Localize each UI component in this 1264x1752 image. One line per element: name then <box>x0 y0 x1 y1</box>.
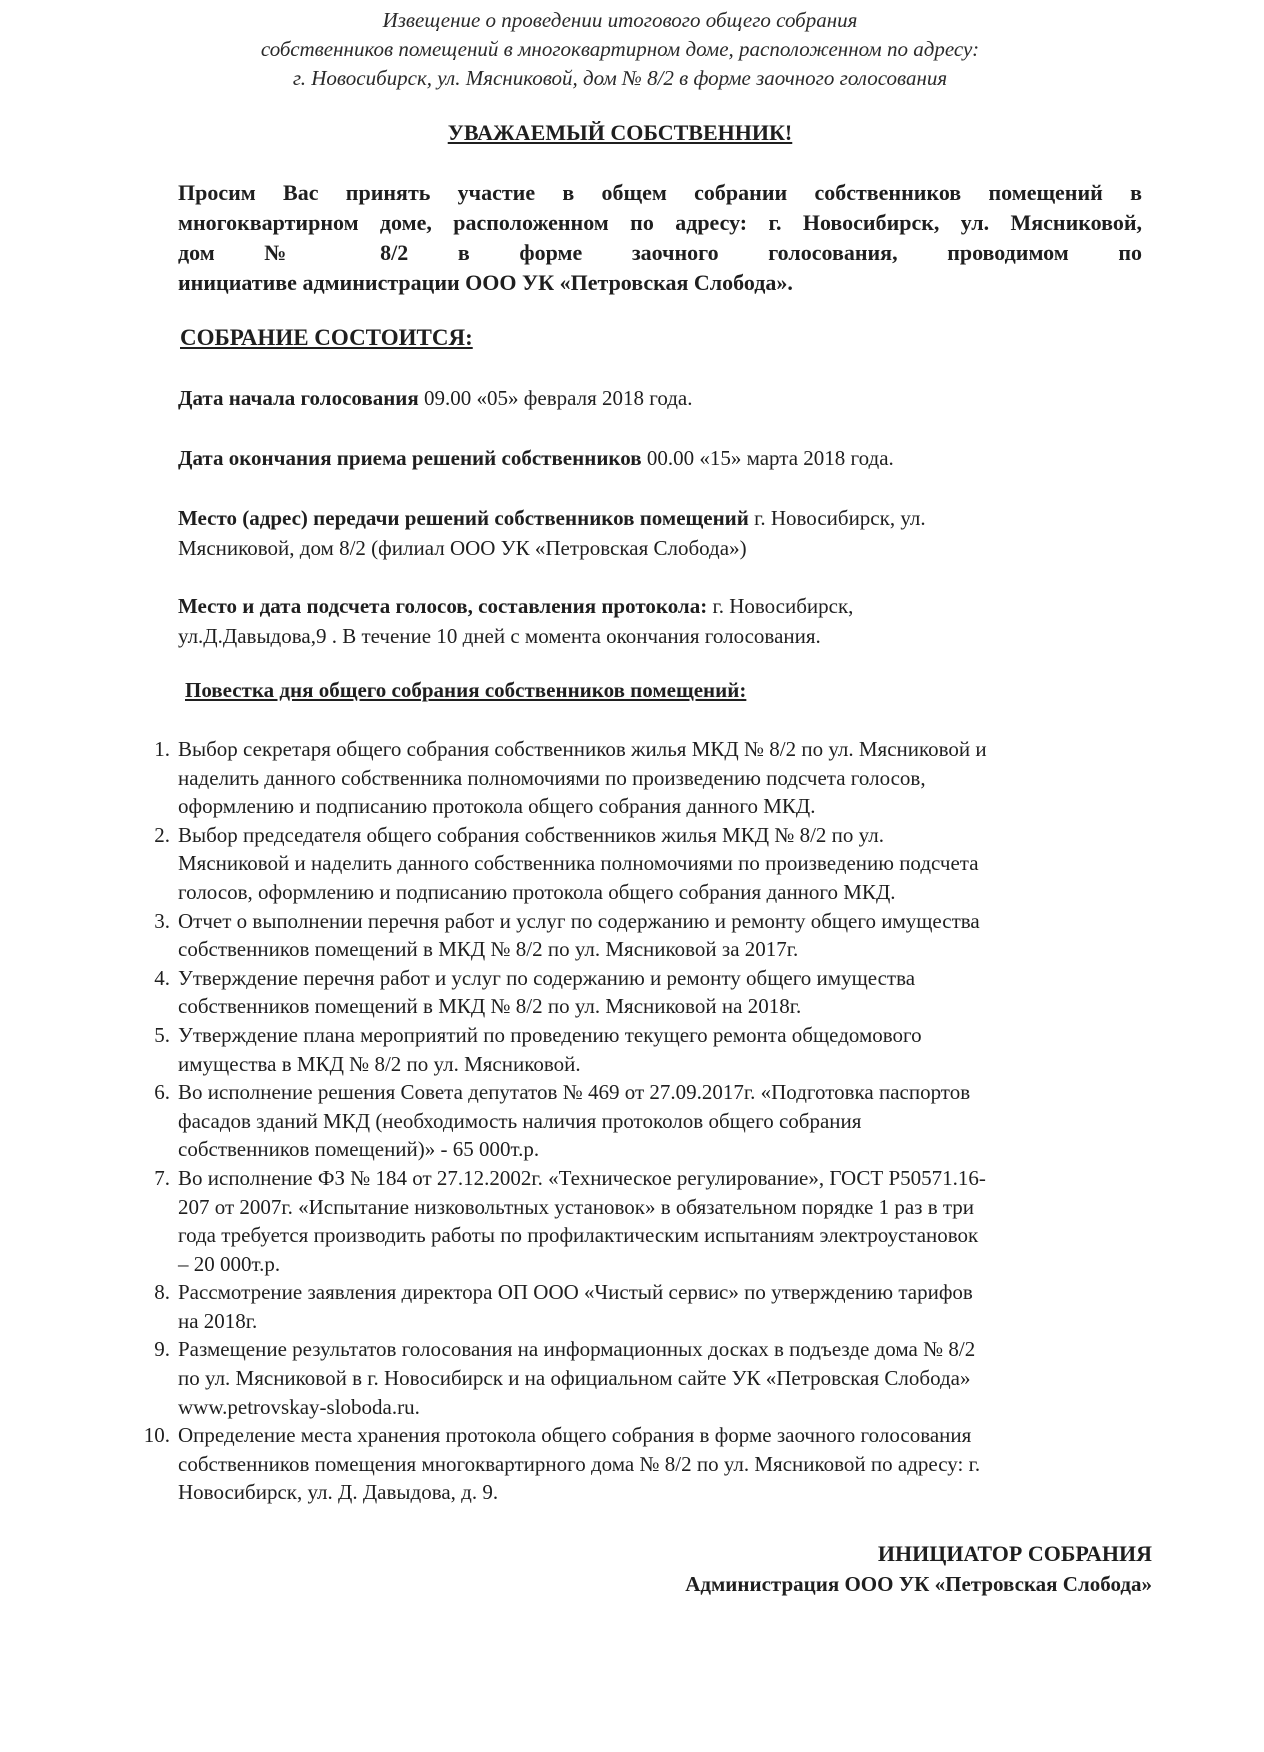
decision-place-value-cont: Мясниковой, дом 8/2 (филиал ООО УК «Петровская Слобода») <box>178 536 747 560</box>
signature-block <box>685 1538 1152 1600</box>
agenda-item-line: Утверждение перечня работ и услуг по содержанию и ремонту общего имущества <box>178 965 916 990</box>
agenda-item-number: 1. <box>154 737 170 761</box>
agenda-item <box>154 1335 1138 1421</box>
agenda-item-line: фасадов зданий МКД (необходимость наличия протоколов общего собрания <box>178 1108 862 1133</box>
agenda-item-line: Во исполнение решения Совета депутатов № 469 от 27.09.2017г. «Подготовка паспортов <box>178 1080 971 1105</box>
agenda-item-number: 3. <box>154 908 170 933</box>
agenda-item-line: Новосибирск, ул. Д. Давыдова, д. 9. <box>178 1480 499 1505</box>
agenda-heading: Повестка дня общего собрания собственников помещений: <box>185 678 747 702</box>
agenda-item-line: Утверждение плана мероприятий по проведению текущего ремонта общедомового <box>178 1022 922 1047</box>
agenda-item <box>154 1078 1138 1164</box>
vote-count-value-cont: ул.Д.Давыдова,9 . В течение 10 дней с момента окончания голосования. <box>178 624 821 648</box>
voting-start-label: Дата начала голосования <box>178 386 419 410</box>
agenda-item-line: наделить данного собственника полномочиями по произведению подсчета голосов, <box>178 765 926 790</box>
agenda-item-line: имущества в МКД № 8/2 по ул. Мясниковой. <box>178 1051 581 1076</box>
decision-place <box>178 503 1138 563</box>
agenda-item-number: 6. <box>154 1080 170 1105</box>
agenda-item-number: 5. <box>154 1022 170 1047</box>
agenda-item-line: собственников помещений в МКД № 8/2 по ул. Мясниковой за 2017г. <box>178 937 799 962</box>
initiator-title: ИНИЦИАТОР СОБРАНИЯ <box>877 1541 1152 1566</box>
initiator-name: Администрация ООО УК «Петровская Слобода» <box>685 1572 1152 1596</box>
agenda-item-number: 4. <box>154 965 170 990</box>
agenda-item <box>154 821 1138 907</box>
agenda-item-line: Во исполнение ФЗ № 184 от 27.12.2002г. «Техническое регулирование», ГОСТ Р50571.16- <box>178 1165 986 1190</box>
agenda-item-line: голосов, оформлению и подписанию протокола общего собрания данного МКД. <box>178 879 896 904</box>
agenda-item-line: Рассмотрение заявления директора ОП ООО «Чистый сервис» по утверждению тарифов <box>178 1280 973 1305</box>
header-line: Извещение о проведении итогового общего собрания <box>382 8 858 32</box>
agenda-item-number: 7. <box>154 1165 170 1190</box>
greeting: УВАЖАЕМЫЙ СОБСТВЕННИК! <box>447 120 793 145</box>
agenda-item-line: Размещение результатов голосования на информационных досках в подъезде дома № 8/2 <box>178 1337 976 1362</box>
intro-paragraph <box>178 178 1142 298</box>
intro-line: инициативе администрации ООО УК «Петровская Слобода». <box>178 270 793 295</box>
voting-end <box>178 443 1138 473</box>
voting-end-value: 00.00 «15» марта 2018 года. <box>641 446 894 470</box>
agenda-item-line: года требуется производить работы по профилактическим испытаниям электроустановок <box>178 1223 979 1248</box>
intro-line: дом № 8/2 в форме заочного голосования, проводимом по <box>178 240 1142 265</box>
agenda-item-line: оформлению и подписанию протокола общего собрания данного МКД. <box>178 794 816 819</box>
agenda-item-line: Выбор секретаря общего собрания собственников жилья МКД № 8/2 по ул. Мясниковой и <box>178 737 987 761</box>
agenda-item-line: собственников помещения многоквартирного дома № 8/2 по ул. Мясниковой по адресу: г. <box>178 1451 981 1476</box>
agenda-item-line: собственников помещений)» - 65 000т.р. <box>178 1137 540 1162</box>
header-line: собственников помещений в многоквартирном доме, расположенном по адресу: <box>260 37 980 61</box>
agenda-list <box>143 735 1138 1507</box>
agenda-item-line: по ул. Мясниковой в г. Новосибирск и на официальном сайте УК «Петровская Слобода» <box>178 1366 971 1391</box>
agenda-item-line: Выбор председателя общего собрания собственников жилья МКД № 8/2 по ул. <box>178 822 884 847</box>
intro-line: многоквартирном доме, расположенном по адресу: г. Новосибирск, ул. Мясниковой, <box>178 210 1142 235</box>
agenda-item-line: собственников помещений в МКД № 8/2 по ул. Мясниковой на 2018г. <box>178 994 802 1019</box>
agenda-item <box>154 907 1138 964</box>
agenda-item-line: www.petrovskay-sloboda.ru. <box>178 1394 420 1419</box>
voting-end-label: Дата окончания приема решений собственников <box>178 446 642 470</box>
agenda-item-number: 10. <box>143 1423 170 1448</box>
agenda-item-number: 2. <box>154 822 170 847</box>
agenda-item-line: на 2018г. <box>178 1308 258 1333</box>
agenda-item-number: 8. <box>154 1280 170 1305</box>
agenda-item <box>154 1164 1138 1278</box>
agenda-item <box>154 1278 1138 1335</box>
agenda-item-line: – 20 000т.р. <box>178 1251 281 1276</box>
agenda-item <box>143 1421 1138 1507</box>
voting-start <box>178 383 1138 413</box>
decision-place-value: г. Новосибирск, ул. <box>748 506 926 530</box>
header-line: г. Новосибирск, ул. Мясниковой, дом № 8/2 в форме заочного голосования <box>292 66 948 90</box>
voting-start-value: 09.00 «05» февраля 2018 года. <box>418 386 693 410</box>
notice-header <box>150 6 1090 93</box>
vote-count <box>178 591 1138 651</box>
agenda-item <box>154 964 1138 1021</box>
meeting-heading: СОБРАНИЕ СОСТОИТСЯ: <box>180 325 473 350</box>
agenda-item-line: Отчет о выполнении перечня работ и услуг по содержанию и ремонту общего имущества <box>178 908 980 933</box>
agenda-item <box>154 1021 1138 1078</box>
vote-count-value: г. Новосибирск, <box>707 594 854 618</box>
agenda-item-line: Определение места хранения протокола общего собрания в форме заочного голосования <box>178 1423 972 1448</box>
agenda-item-number: 9. <box>154 1337 170 1362</box>
agenda-item <box>154 735 1138 821</box>
decision-place-label: Место (адрес) передачи решений собственников помещений <box>178 506 749 530</box>
intro-line: Просим Вас принять участие в общем собрании собственников помещений в <box>178 180 1142 205</box>
agenda-item-line: Мясниковой и наделить данного собственника полномочиями по произведению подсчета <box>178 851 979 876</box>
agenda-item-line: 207 от 2007г. «Испытание низковольтных установок» в обязательном порядке 1 раз в три <box>178 1194 975 1219</box>
vote-count-label: Место и дата подсчета голосов, составления протокола: <box>178 594 708 618</box>
